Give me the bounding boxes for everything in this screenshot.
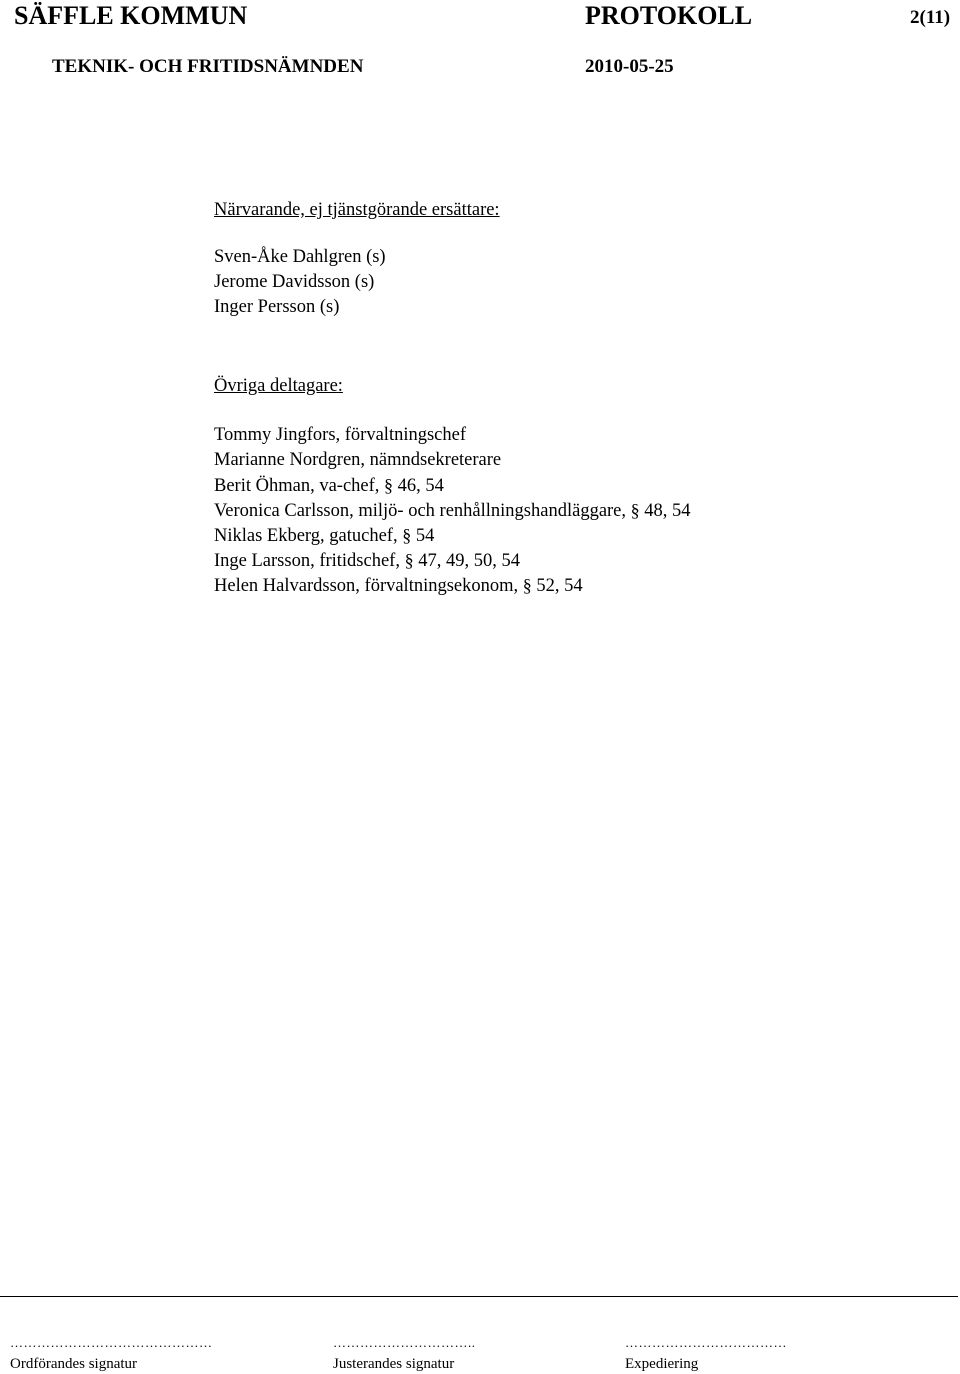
other-participants-section (214, 374, 691, 598)
signature-line-adjuster: ………………………….. (333, 1335, 476, 1350)
signature-line-chair: ……………………………………… (10, 1335, 213, 1350)
participant-text: Veronica Carlsson, miljö- och renhållningshandläggare, (214, 501, 627, 521)
participant-paragraphs: 54 (415, 526, 435, 546)
substitute-item: Inger Persson (s) (214, 297, 340, 317)
participant-item (214, 448, 691, 473)
adjuster-signature-label: Justerandes signatur (333, 1356, 455, 1372)
other-participants-heading: Övriga deltagare: (214, 376, 343, 396)
participant-item (214, 473, 691, 498)
paragraph-sign: § (384, 475, 394, 495)
substitute-item: Sven-Åke Dahlgren (s) (214, 247, 386, 267)
organization-name: SÄFFLE KOMMUN (14, 1, 248, 30)
participant-text: Tommy Jingfors, förvaltningschef (214, 425, 467, 445)
paragraph-sign: § (522, 575, 532, 595)
footer-divider (0, 1296, 958, 1297)
document-type: PROTOKOLL (585, 1, 753, 30)
substitutes-section (214, 198, 500, 320)
participant-item (214, 548, 691, 573)
participant-paragraphs: 46, 54 (397, 476, 444, 496)
page-number: 2(11) (910, 7, 951, 28)
participant-text: Inge Larsson, fritidschef, (214, 551, 400, 571)
paragraph-sign: § (630, 500, 640, 520)
participant-item (214, 523, 691, 548)
chair-signature-label: Ordförandes signatur (10, 1356, 138, 1372)
signature-line-dispatch: ……………………………… (625, 1335, 787, 1350)
paragraph-sign: § (404, 550, 414, 570)
participant-text: Helen Halvardsson, förvaltningsekonom, (214, 576, 519, 596)
participant-paragraphs: 47, 49, 50, 54 (418, 551, 520, 571)
participant-text: Marianne Nordgren, nämndsekreterare (214, 450, 502, 470)
participant-text: Niklas Ekberg, gatuchef, (214, 526, 398, 546)
participant-paragraphs: 52, 54 (536, 576, 583, 596)
participant-paragraphs: 48, 54 (644, 501, 691, 521)
substitute-item: Jerome Davidsson (s) (214, 272, 375, 292)
paragraph-sign: § (402, 525, 412, 545)
participant-item (214, 573, 691, 598)
dispatch-label: Expediering (625, 1356, 699, 1372)
substitutes-heading: Närvarande, ej tjänstgörande ersättare: (214, 200, 500, 220)
meeting-date: 2010-05-25 (585, 56, 674, 77)
board-name: TEKNIK- OCH FRITIDSNÄMNDEN (52, 56, 364, 77)
participant-text: Berit Öhman, va-chef, (214, 476, 380, 496)
participant-item (214, 498, 691, 523)
participant-item (214, 423, 691, 448)
